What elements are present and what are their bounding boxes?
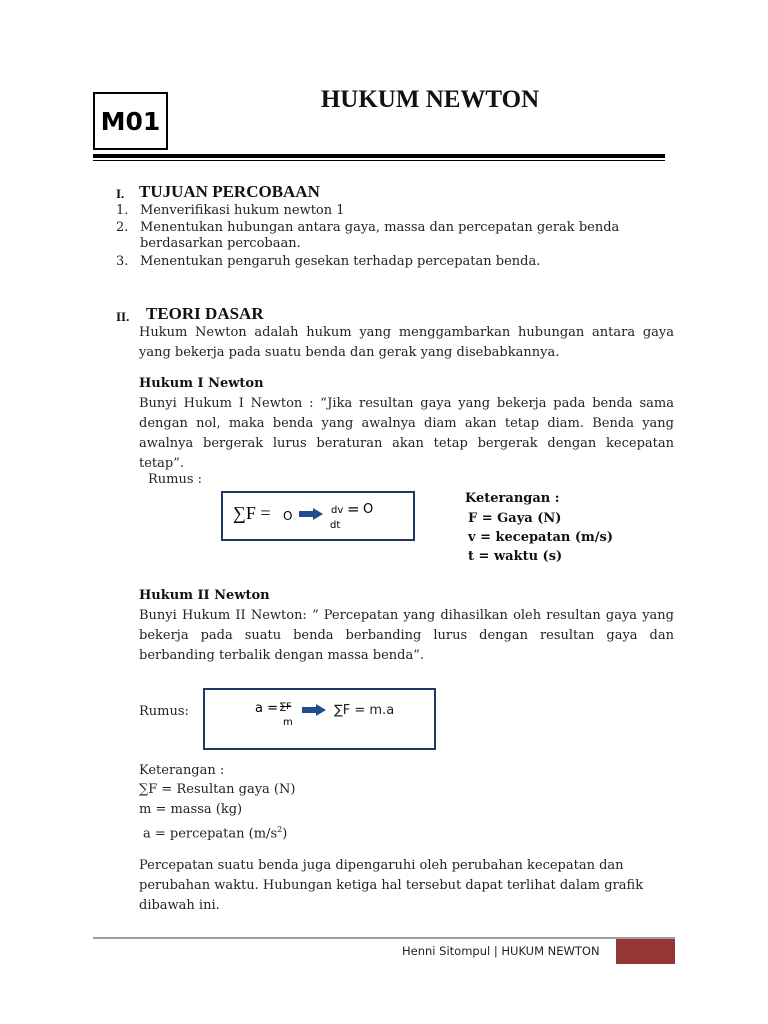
law2-formula-a: a =: [255, 701, 278, 716]
law2-formula-numerator: ∑F: [280, 702, 292, 712]
footer-accent-block: [616, 939, 675, 964]
list-item: [116, 203, 676, 219]
law2-keterangan-item: m = massa (kg): [139, 802, 243, 817]
header-rule-thick: [93, 154, 665, 158]
law1-rumus-label: Rumus :: [148, 472, 203, 487]
section2-title: TEORI DASAR: [146, 304, 264, 323]
document-title: HUKUM NEWTON: [320, 86, 540, 113]
accel-text: a = percepatan (m/s: [143, 826, 278, 842]
law1-formula-zero: O: [283, 509, 293, 523]
footer-author: Henni Sitompul: [402, 944, 491, 958]
law2-keterangan-title: Keterangan :: [139, 763, 225, 778]
footer-separator: |: [493, 944, 498, 958]
intro-paragraph: Hukum Newton adalah hukum yang menggambarkan hubungan antara gaya yang bekerja pada suatu benda dan gerak yang disebabkannya.: [139, 325, 674, 360]
header-rule-thin: [93, 160, 665, 161]
law2-formula-box: [203, 688, 436, 750]
list-item-text: Menentukan pengaruh gesekan terhadap percepatan benda.: [140, 254, 541, 269]
footer-title: HUKUM NEWTON: [501, 944, 600, 958]
footer-text: [402, 944, 600, 958]
law2-formula-denominator: m: [283, 717, 293, 728]
law1-formula-sum: ∑F =: [233, 503, 271, 523]
law1-formula-result: O: [363, 502, 374, 517]
list-item-text: Menentukan hubungan antara gaya, massa dan percepatan gerak benda berdasarkan percobaan.: [140, 220, 620, 251]
arrow-right-icon: [299, 508, 323, 520]
accel-close: ): [282, 826, 288, 842]
law2-paragraph: Bunyi Hukum II Newton: “ Percepatan yang dihasilkan oleh resultan gaya yang bekerja pada suatu benda berbanding lurus dengan resultan gaya dan berbanding terbalik dengan massa benda”.: [139, 608, 674, 663]
list-item: [116, 254, 676, 270]
law2-rumus-label: Rumus:: [139, 704, 189, 719]
closing-paragraph: Percepatan suatu benda juga dipengaruhi oleh perubahan kecepatan dan perubahan waktu. Hubungan ketiga hal tersebut dapat terlihat dalam grafik dibawah ini.: [139, 858, 644, 913]
list-item-number: 2.: [116, 220, 129, 235]
law1-keterangan-title: Keterangan :: [465, 491, 560, 506]
accel-exponent: 2: [277, 825, 283, 834]
section1-title: TUJUAN PERCOBAAN: [139, 182, 320, 201]
arrow-right-icon: [302, 704, 326, 716]
list-item-text: Menverifikasi hukum newton 1: [140, 203, 345, 218]
law1-formula-box: [221, 491, 415, 541]
module-code: M01: [93, 92, 168, 150]
law1-keterangan-item: t = waktu (s): [468, 549, 563, 564]
section1-number: I.: [116, 186, 125, 201]
law1-keterangan-item: v = kecepatan (m/s): [468, 530, 614, 545]
law2-formula-result: ∑F = m.a: [334, 703, 395, 718]
law1-formula-equals: =: [347, 500, 360, 518]
section2-number: II.: [116, 309, 130, 324]
law1-paragraph: Bunyi Hukum I Newton : “Jika resultan gaya yang bekerja pada benda sama dengan nol, maka benda yang awalnya diam akan tetap diam. Benda yang awalnya bergerak lurus beraturan akan tetap bergerak dengan kecepatan tetap”.: [139, 396, 674, 471]
list-item-number: 3.: [116, 254, 129, 269]
footer-rule: [93, 937, 675, 939]
law2-keterangan-item: ∑F = Resultan gaya (N): [139, 782, 296, 797]
list-item: [116, 220, 676, 252]
law1-heading: Hukum I Newton: [139, 376, 264, 391]
law1-formula-denominator: dt: [330, 520, 341, 531]
law2-keterangan-item: [143, 820, 287, 844]
law2-heading: Hukum II Newton: [139, 588, 270, 603]
list-item-number: 1.: [116, 203, 129, 218]
law1-formula-numerator: dv: [331, 505, 344, 516]
law1-keterangan-item: F = Gaya (N): [468, 511, 562, 526]
